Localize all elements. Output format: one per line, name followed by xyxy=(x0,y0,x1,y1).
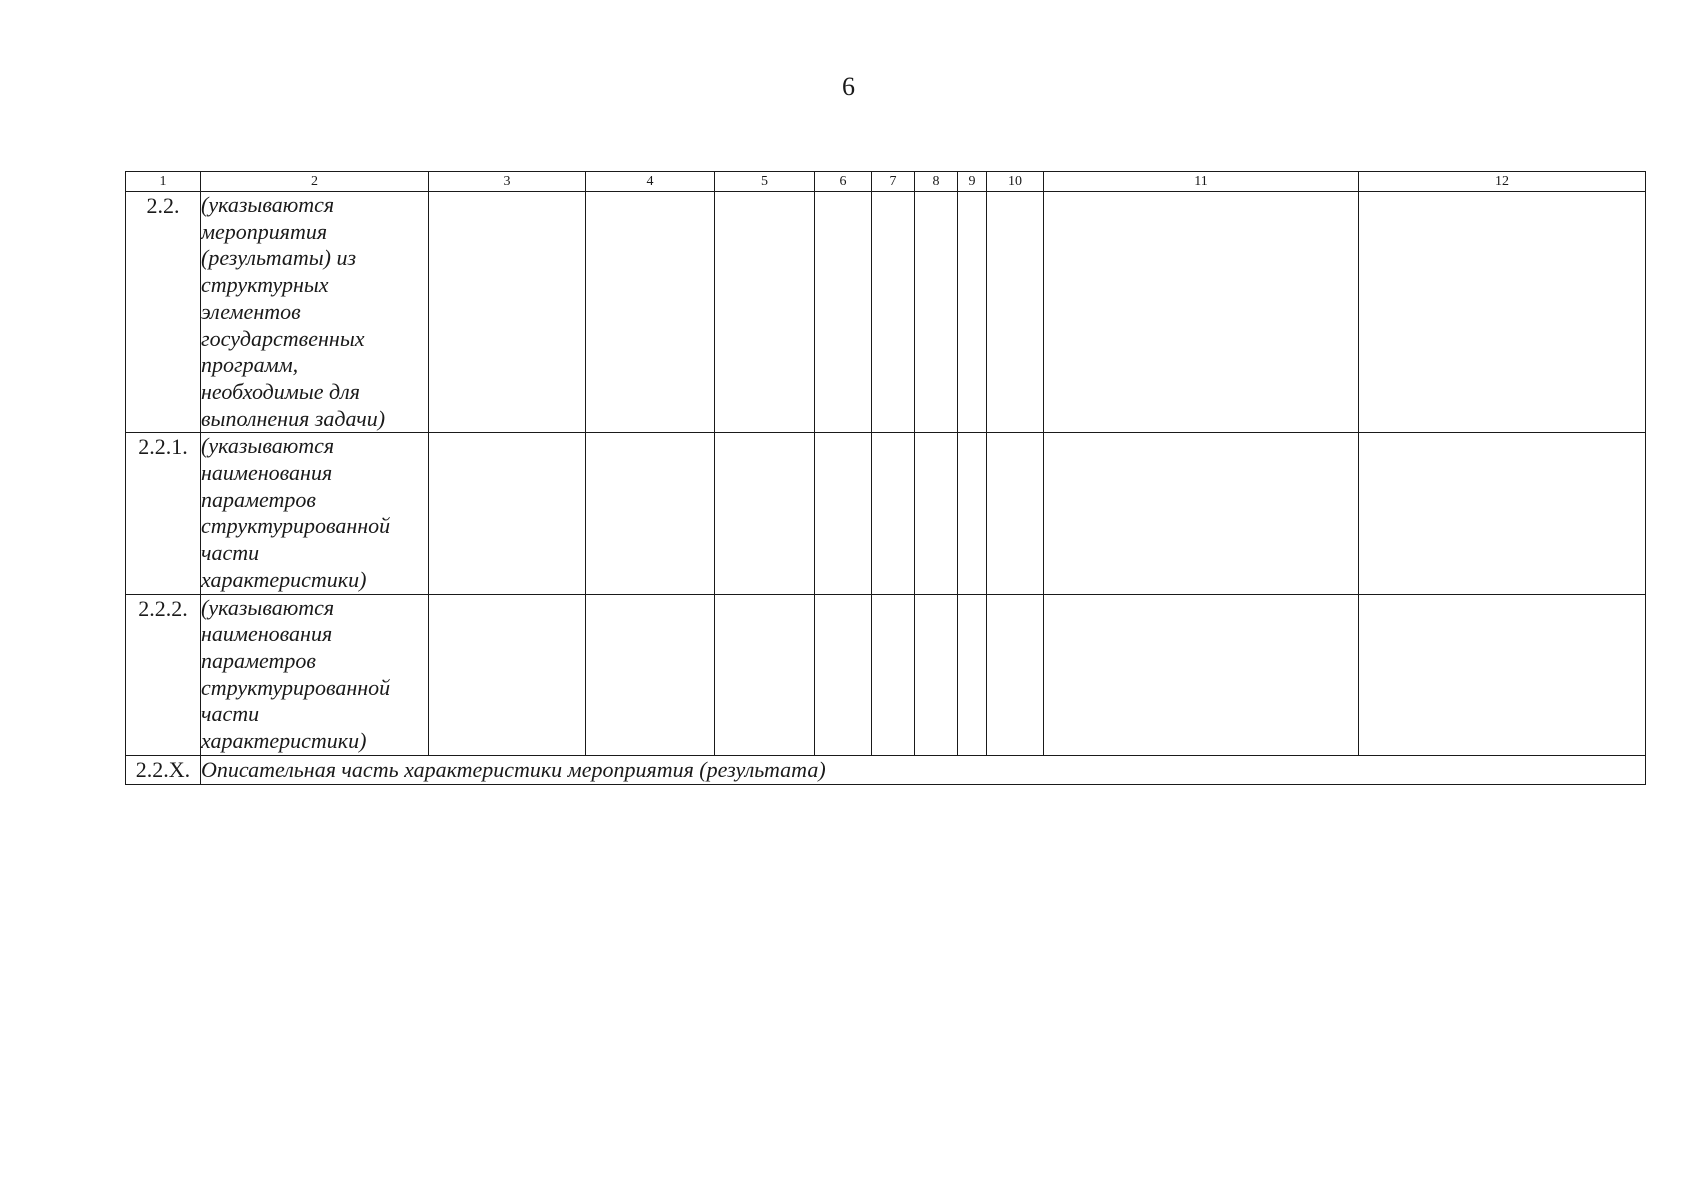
empty-cell xyxy=(815,433,872,594)
empty-cell xyxy=(1359,594,1646,755)
empty-cell xyxy=(429,192,586,433)
empty-cell xyxy=(958,192,987,433)
empty-cell xyxy=(815,192,872,433)
column-header: 4 xyxy=(586,172,715,192)
empty-cell xyxy=(987,192,1044,433)
row-number: 2.2.X. xyxy=(126,755,201,784)
empty-cell xyxy=(987,433,1044,594)
empty-cell xyxy=(1359,433,1646,594)
summary-row xyxy=(126,755,1646,784)
row-description: (указываются мероприятия (результаты) из структурных элементов государственных программ, необходимые для выполнения задачи) xyxy=(201,192,429,433)
empty-cell xyxy=(987,594,1044,755)
column-header: 1 xyxy=(126,172,201,192)
column-number-row xyxy=(126,172,1646,192)
empty-cell xyxy=(715,433,815,594)
empty-cell xyxy=(429,433,586,594)
empty-cell xyxy=(1359,192,1646,433)
empty-cell xyxy=(586,192,715,433)
empty-cell xyxy=(815,594,872,755)
empty-cell xyxy=(1044,594,1359,755)
empty-cell xyxy=(1044,192,1359,433)
empty-cell xyxy=(915,192,958,433)
characteristics-table xyxy=(125,171,1646,785)
column-header: 7 xyxy=(872,172,915,192)
empty-cell xyxy=(586,433,715,594)
empty-cell xyxy=(872,192,915,433)
empty-cell xyxy=(715,594,815,755)
row-description: (указываются наименования параметров структурированной части характеристики) xyxy=(201,433,429,594)
empty-cell xyxy=(715,192,815,433)
row-number: 2.2.1. xyxy=(126,433,201,594)
column-header: 8 xyxy=(915,172,958,192)
empty-cell xyxy=(429,594,586,755)
row-description: (указываются наименования параметров структурированной части характеристики) xyxy=(201,594,429,755)
row-number: 2.2.2. xyxy=(126,594,201,755)
empty-cell xyxy=(915,594,958,755)
column-header: 12 xyxy=(1359,172,1646,192)
table-row xyxy=(126,433,1646,594)
summary-description: Описательная часть характеристики мероприятия (результата) xyxy=(201,755,1646,784)
column-header: 5 xyxy=(715,172,815,192)
empty-cell xyxy=(872,594,915,755)
table-row xyxy=(126,594,1646,755)
table-row xyxy=(126,192,1646,433)
row-number: 2.2. xyxy=(126,192,201,433)
empty-cell xyxy=(586,594,715,755)
empty-cell xyxy=(958,594,987,755)
column-header: 9 xyxy=(958,172,987,192)
column-header: 10 xyxy=(987,172,1044,192)
column-header: 3 xyxy=(429,172,586,192)
empty-cell xyxy=(958,433,987,594)
page-number: 6 xyxy=(842,72,855,101)
empty-cell xyxy=(915,433,958,594)
empty-cell xyxy=(1044,433,1359,594)
empty-cell xyxy=(872,433,915,594)
column-header: 6 xyxy=(815,172,872,192)
column-header: 2 xyxy=(201,172,429,192)
column-header: 11 xyxy=(1044,172,1359,192)
